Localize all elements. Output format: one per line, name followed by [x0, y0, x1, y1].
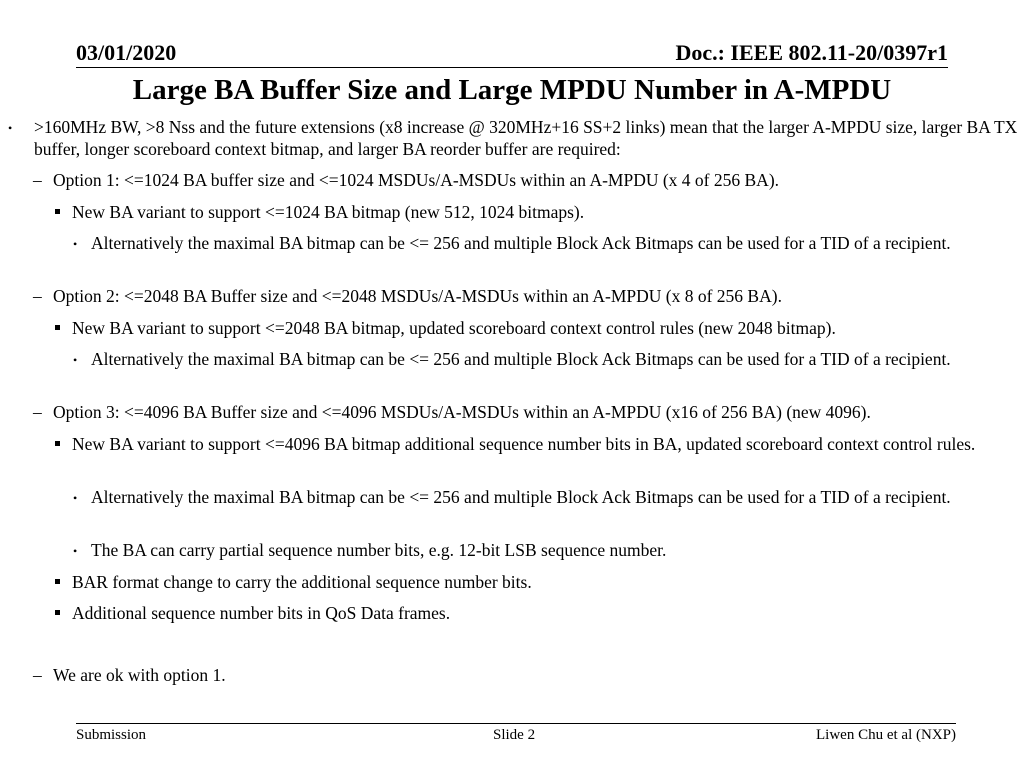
square-bullet	[55, 325, 60, 330]
header-doc-id: Doc.: IEEE 802.11-20/0397r1	[675, 40, 948, 65]
option-3-detail: The BA can carry partial sequence number bits, e.g. 12-bit LSB sequence number.	[91, 540, 667, 560]
bullet-marker: •	[73, 353, 78, 367]
option-2-text: Option 2: <=2048 BA Buffer size and <=2048 MSDUs/A-MSDUs within an A-MPDU (x 8 of 256 BA).	[53, 286, 782, 306]
dash-marker: –	[33, 170, 42, 190]
option-3-detail: Alternatively the maximal BA bitmap can be <= 256 and multiple Block Ack Bitmaps can be used for a TID of a recipient.	[91, 487, 951, 507]
conclusion-text: We are ok with option 1.	[53, 665, 226, 685]
intro-text: >160MHz BW, >8 Nss and the future extensions (x8 increase @ 320MHz+16 SS+2 links) mean that the larger A-MPDU size, larger BA TX buffer, longer scoreboard context bitmap, and larger BA reorder buffer are required:	[34, 117, 1018, 159]
bullet-marker: •	[73, 237, 78, 251]
footer-author: Liwen Chu et al (NXP)	[816, 727, 956, 743]
bullet-marker: •	[73, 544, 78, 558]
option-1-text: Option 1: <=1024 BA buffer size and <=1024 MSDUs/A-MSDUs within an A-MPDU (x 4 of 256 BA).	[53, 170, 780, 190]
option-3-subitem: New BA variant to support <=4096 BA bitmap additional sequence number bits in BA, updated scoreboard context control rules.	[72, 434, 976, 454]
square-bullet	[55, 441, 60, 446]
header-date: 03/01/2020	[76, 40, 177, 65]
bullet-marker: •	[73, 491, 78, 505]
square-bullet	[55, 579, 60, 584]
bullet-marker: •	[8, 121, 13, 135]
footer-slide-number: Slide 2	[493, 727, 536, 743]
option-3-text: Option 3: <=4096 BA Buffer size and <=4096 MSDUs/A-MSDUs within an A-MPDU (x16 of 256 BA) (new 4096).	[53, 402, 871, 422]
option-1-detail: Alternatively the maximal BA bitmap can be <= 256 and multiple Block Ack Bitmaps can be used for a TID of a recipient.	[91, 233, 951, 253]
option-2-detail: Alternatively the maximal BA bitmap can be <= 256 and multiple Block Ack Bitmaps can be used for a TID of a recipient.	[91, 349, 951, 369]
option-2-subitem: New BA variant to support <=2048 BA bitmap, updated scoreboard context control rules (new 2048 bitmap).	[72, 318, 836, 338]
dash-marker: –	[33, 665, 42, 685]
option-3-subitem: BAR format change to carry the additional sequence number bits.	[72, 572, 532, 592]
option-1-subitem: New BA variant to support <=1024 BA bitmap (new 512, 1024 bitmaps).	[72, 202, 585, 222]
slide-title: Large BA Buffer Size and Large MPDU Number in A-MPDU	[132, 74, 892, 106]
square-bullet	[55, 209, 60, 214]
footer-divider	[76, 723, 956, 724]
square-bullet	[55, 610, 60, 615]
footer-submission: Submission	[76, 727, 147, 743]
dash-marker: –	[33, 286, 42, 306]
option-3-subitem: Additional sequence number bits in QoS Data frames.	[72, 603, 451, 623]
dash-marker: –	[33, 402, 42, 422]
